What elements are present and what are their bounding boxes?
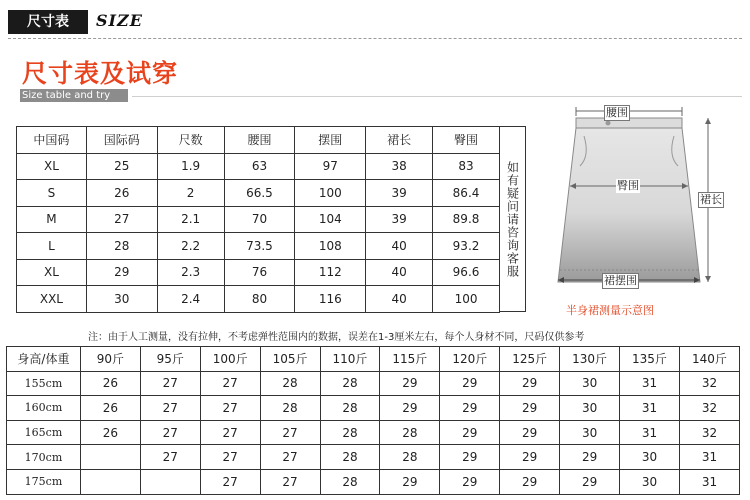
weight-header: 90斤 [80, 347, 140, 372]
table-cell: 93.2 [433, 233, 500, 260]
table-row [7, 396, 740, 421]
column-header: 尺数 [157, 127, 224, 154]
table-cell: 2.4 [157, 286, 224, 313]
size-table [16, 126, 500, 313]
table-cell: 86.4 [433, 180, 500, 207]
table-cell: 29 [86, 259, 157, 286]
table-cell: 112 [295, 259, 366, 286]
size-table-header-row [17, 127, 500, 154]
table-row [17, 233, 500, 260]
column-header: 国际码 [86, 127, 157, 154]
table-cell: 2.3 [157, 259, 224, 286]
table-cell: 30 [620, 469, 680, 494]
weight-header: 100斤 [200, 347, 260, 372]
table-cell: 38 [366, 153, 433, 180]
table-cell: 116 [295, 286, 366, 313]
table-cell: 27 [140, 445, 200, 470]
table-cell: 2.2 [157, 233, 224, 260]
weight-header: 105斤 [260, 347, 320, 372]
table-cell [80, 469, 140, 494]
table-cell: 104 [295, 206, 366, 233]
weight-header: 140斤 [679, 347, 739, 372]
table-cell: 30 [620, 445, 680, 470]
height-cell: 175cm [7, 469, 81, 494]
hem-label: 裙摆围 [604, 274, 637, 287]
table-cell: 29 [380, 396, 440, 421]
table-cell: 28 [260, 371, 320, 396]
consult-customer-service-note: 如有疑问请咨询客服 [500, 126, 526, 312]
table-row [7, 371, 740, 396]
table-cell: 29 [380, 371, 440, 396]
table-cell: 32 [679, 420, 739, 445]
table-cell: 28 [86, 233, 157, 260]
table-cell: 100 [295, 180, 366, 207]
table-cell: 28 [320, 420, 380, 445]
table-cell: 29 [440, 371, 500, 396]
corner-header: 身高/体重 [7, 347, 81, 372]
table-cell: 29 [500, 445, 560, 470]
table-cell: 29 [440, 469, 500, 494]
table-cell: 80 [224, 286, 295, 313]
table-cell: 30 [560, 420, 620, 445]
table-cell: M [17, 206, 87, 233]
height-cell: 160cm [7, 396, 81, 421]
table-cell: 30 [560, 396, 620, 421]
table-cell: 83 [433, 153, 500, 180]
table-cell: 30 [560, 371, 620, 396]
weight-header: 135斤 [620, 347, 680, 372]
section-tag-en: SIZE [96, 11, 143, 30]
page-title: 尺寸表及试穿 [22, 59, 179, 88]
page-subtitle: Size table and try [20, 89, 128, 102]
height-weight-size-table [6, 346, 740, 495]
section-header [8, 10, 742, 36]
table-cell: 32 [679, 371, 739, 396]
weight-table-header-row [7, 347, 740, 372]
table-cell: L [17, 233, 87, 260]
table-row [17, 153, 500, 180]
hip-label: 臀围 [617, 179, 639, 192]
table-cell: 76 [224, 259, 295, 286]
table-cell: 63 [224, 153, 295, 180]
table-cell: 29 [380, 469, 440, 494]
table-cell: 29 [560, 469, 620, 494]
column-header: 臀围 [433, 127, 500, 154]
table-cell: 28 [320, 469, 380, 494]
table-cell: 26 [80, 371, 140, 396]
table-cell [140, 469, 200, 494]
table-row [17, 259, 500, 286]
height-cell: 155cm [7, 371, 81, 396]
table-cell: 27 [200, 396, 260, 421]
table-cell: 27 [140, 371, 200, 396]
table-row [7, 469, 740, 494]
table-cell: 28 [380, 445, 440, 470]
table-cell: 29 [500, 371, 560, 396]
table-cell: 29 [500, 420, 560, 445]
table-cell: 28 [260, 396, 320, 421]
table-cell: 28 [320, 445, 380, 470]
table-cell: 26 [86, 180, 157, 207]
table-cell: 27 [140, 420, 200, 445]
table-cell: S [17, 180, 87, 207]
table-cell: 27 [140, 396, 200, 421]
measurement-note: 注：由于人工测量，没有拉伸，不考虑弹性范围内的数据，误差在1-3厘米左右，每个人身材不同，尺码仅供参考 [88, 332, 585, 343]
weight-header: 115斤 [380, 347, 440, 372]
table-cell: XL [17, 153, 87, 180]
table-cell: 28 [320, 396, 380, 421]
table-cell: 73.5 [224, 233, 295, 260]
table-cell: 39 [366, 180, 433, 207]
table-cell: 29 [560, 445, 620, 470]
table-cell: 31 [679, 469, 739, 494]
table-cell: 25 [86, 153, 157, 180]
table-cell: 100 [433, 286, 500, 313]
table-cell: 31 [620, 371, 680, 396]
skirt-measurement-diagram [540, 104, 740, 319]
table-cell: 2 [157, 180, 224, 207]
table-cell: 30 [86, 286, 157, 313]
table-cell: 96.6 [433, 259, 500, 286]
table-cell: 29 [440, 396, 500, 421]
table-cell: 27 [200, 371, 260, 396]
table-cell: 28 [380, 420, 440, 445]
table-cell: 29 [500, 396, 560, 421]
weight-header: 95斤 [140, 347, 200, 372]
table-cell: 26 [80, 396, 140, 421]
table-cell: 31 [620, 396, 680, 421]
table-cell: 27 [260, 445, 320, 470]
table-cell: 108 [295, 233, 366, 260]
column-header: 摆围 [295, 127, 366, 154]
table-cell: 27 [86, 206, 157, 233]
section-tag: 尺寸表 [8, 10, 88, 34]
table-cell: 2.1 [157, 206, 224, 233]
header-divider [8, 38, 742, 39]
table-cell: 97 [295, 153, 366, 180]
column-header: 裙长 [366, 127, 433, 154]
table-cell: 66.5 [224, 180, 295, 207]
title-divider [132, 96, 742, 97]
table-cell: 40 [366, 233, 433, 260]
table-cell: 31 [679, 445, 739, 470]
weight-header: 120斤 [440, 347, 500, 372]
table-cell: 27 [200, 469, 260, 494]
table-cell: 31 [620, 420, 680, 445]
length-label: 裙长 [700, 193, 722, 206]
diagram-caption: 半身裙测量示意图 [566, 304, 654, 317]
table-cell: 29 [500, 469, 560, 494]
table-cell: 1.9 [157, 153, 224, 180]
table-cell: 40 [366, 286, 433, 313]
table-cell: 29 [440, 445, 500, 470]
table-cell: 70 [224, 206, 295, 233]
table-row [17, 206, 500, 233]
weight-header: 130斤 [560, 347, 620, 372]
column-header: 中国码 [17, 127, 87, 154]
weight-header: 110斤 [320, 347, 380, 372]
table-cell: 89.8 [433, 206, 500, 233]
table-cell: XL [17, 259, 87, 286]
table-cell: 39 [366, 206, 433, 233]
column-header: 腰围 [224, 127, 295, 154]
table-row [17, 286, 500, 313]
table-cell: 32 [679, 396, 739, 421]
table-cell: XXL [17, 286, 87, 313]
table-cell: 27 [260, 469, 320, 494]
table-row [17, 180, 500, 207]
table-cell: 29 [440, 420, 500, 445]
table-cell: 27 [260, 420, 320, 445]
table-cell: 40 [366, 259, 433, 286]
height-cell: 165cm [7, 420, 81, 445]
waist-label: 腰围 [606, 106, 628, 119]
table-cell: 26 [80, 420, 140, 445]
table-cell: 27 [200, 420, 260, 445]
table-cell [80, 445, 140, 470]
height-cell: 170cm [7, 445, 81, 470]
skirt-illustration [540, 104, 740, 319]
table-row [7, 445, 740, 470]
weight-header: 125斤 [500, 347, 560, 372]
table-cell: 28 [320, 371, 380, 396]
table-row [7, 420, 740, 445]
table-cell: 27 [200, 445, 260, 470]
